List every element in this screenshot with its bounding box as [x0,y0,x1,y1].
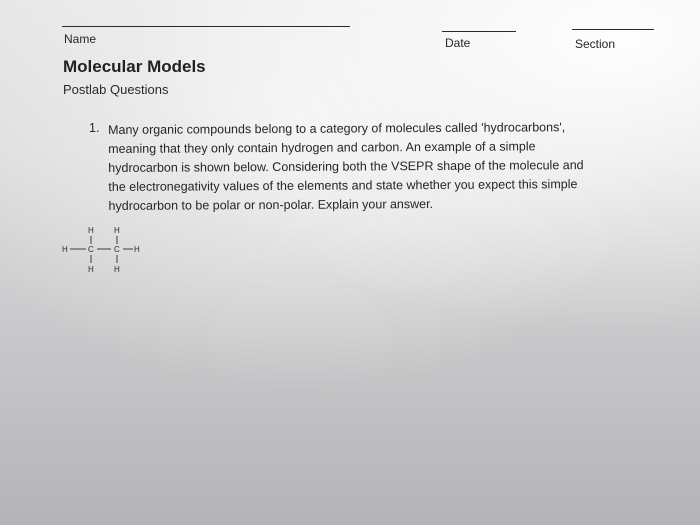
atom-h-bottom-left: H [88,265,94,274]
question-line: meaning that they only contain hydrogen and carbon. An example of a simple [108,139,536,156]
date-line [442,31,516,32]
section-line [572,29,654,30]
ethane-structure-svg [60,224,160,284]
question-number: 1. [89,121,100,135]
page-subtitle: Postlab Questions [63,82,169,97]
atom-c-right: C [114,245,120,254]
name-label: Name [64,32,97,46]
atom-h-top-left: H [88,226,94,235]
name-line [62,26,350,27]
atom-c-left: C [88,245,94,254]
date-label: Date [445,36,471,50]
atom-h-right: H [134,245,140,254]
question-line: hydrocarbon is shown below. Considering both the VSEPR shape of the molecule and [108,158,584,175]
atom-h-left: H [62,245,68,254]
question-text [108,118,669,216]
section-label: Section [575,37,616,51]
question-line: Many organic compounds belong to a category of molecules called 'hydrocarbons', [108,120,566,137]
ethane-structure-diagram [60,224,160,284]
atom-h-bottom-right: H [114,265,120,274]
page-title: Molecular Models [63,57,206,76]
question-line: hydrocarbon to be polar or non-polar. Explain your answer. [108,197,434,213]
question-line: the electronegativity values of the elements and state whether you expect this simple [108,177,578,194]
atom-h-top-right: H [114,226,120,235]
